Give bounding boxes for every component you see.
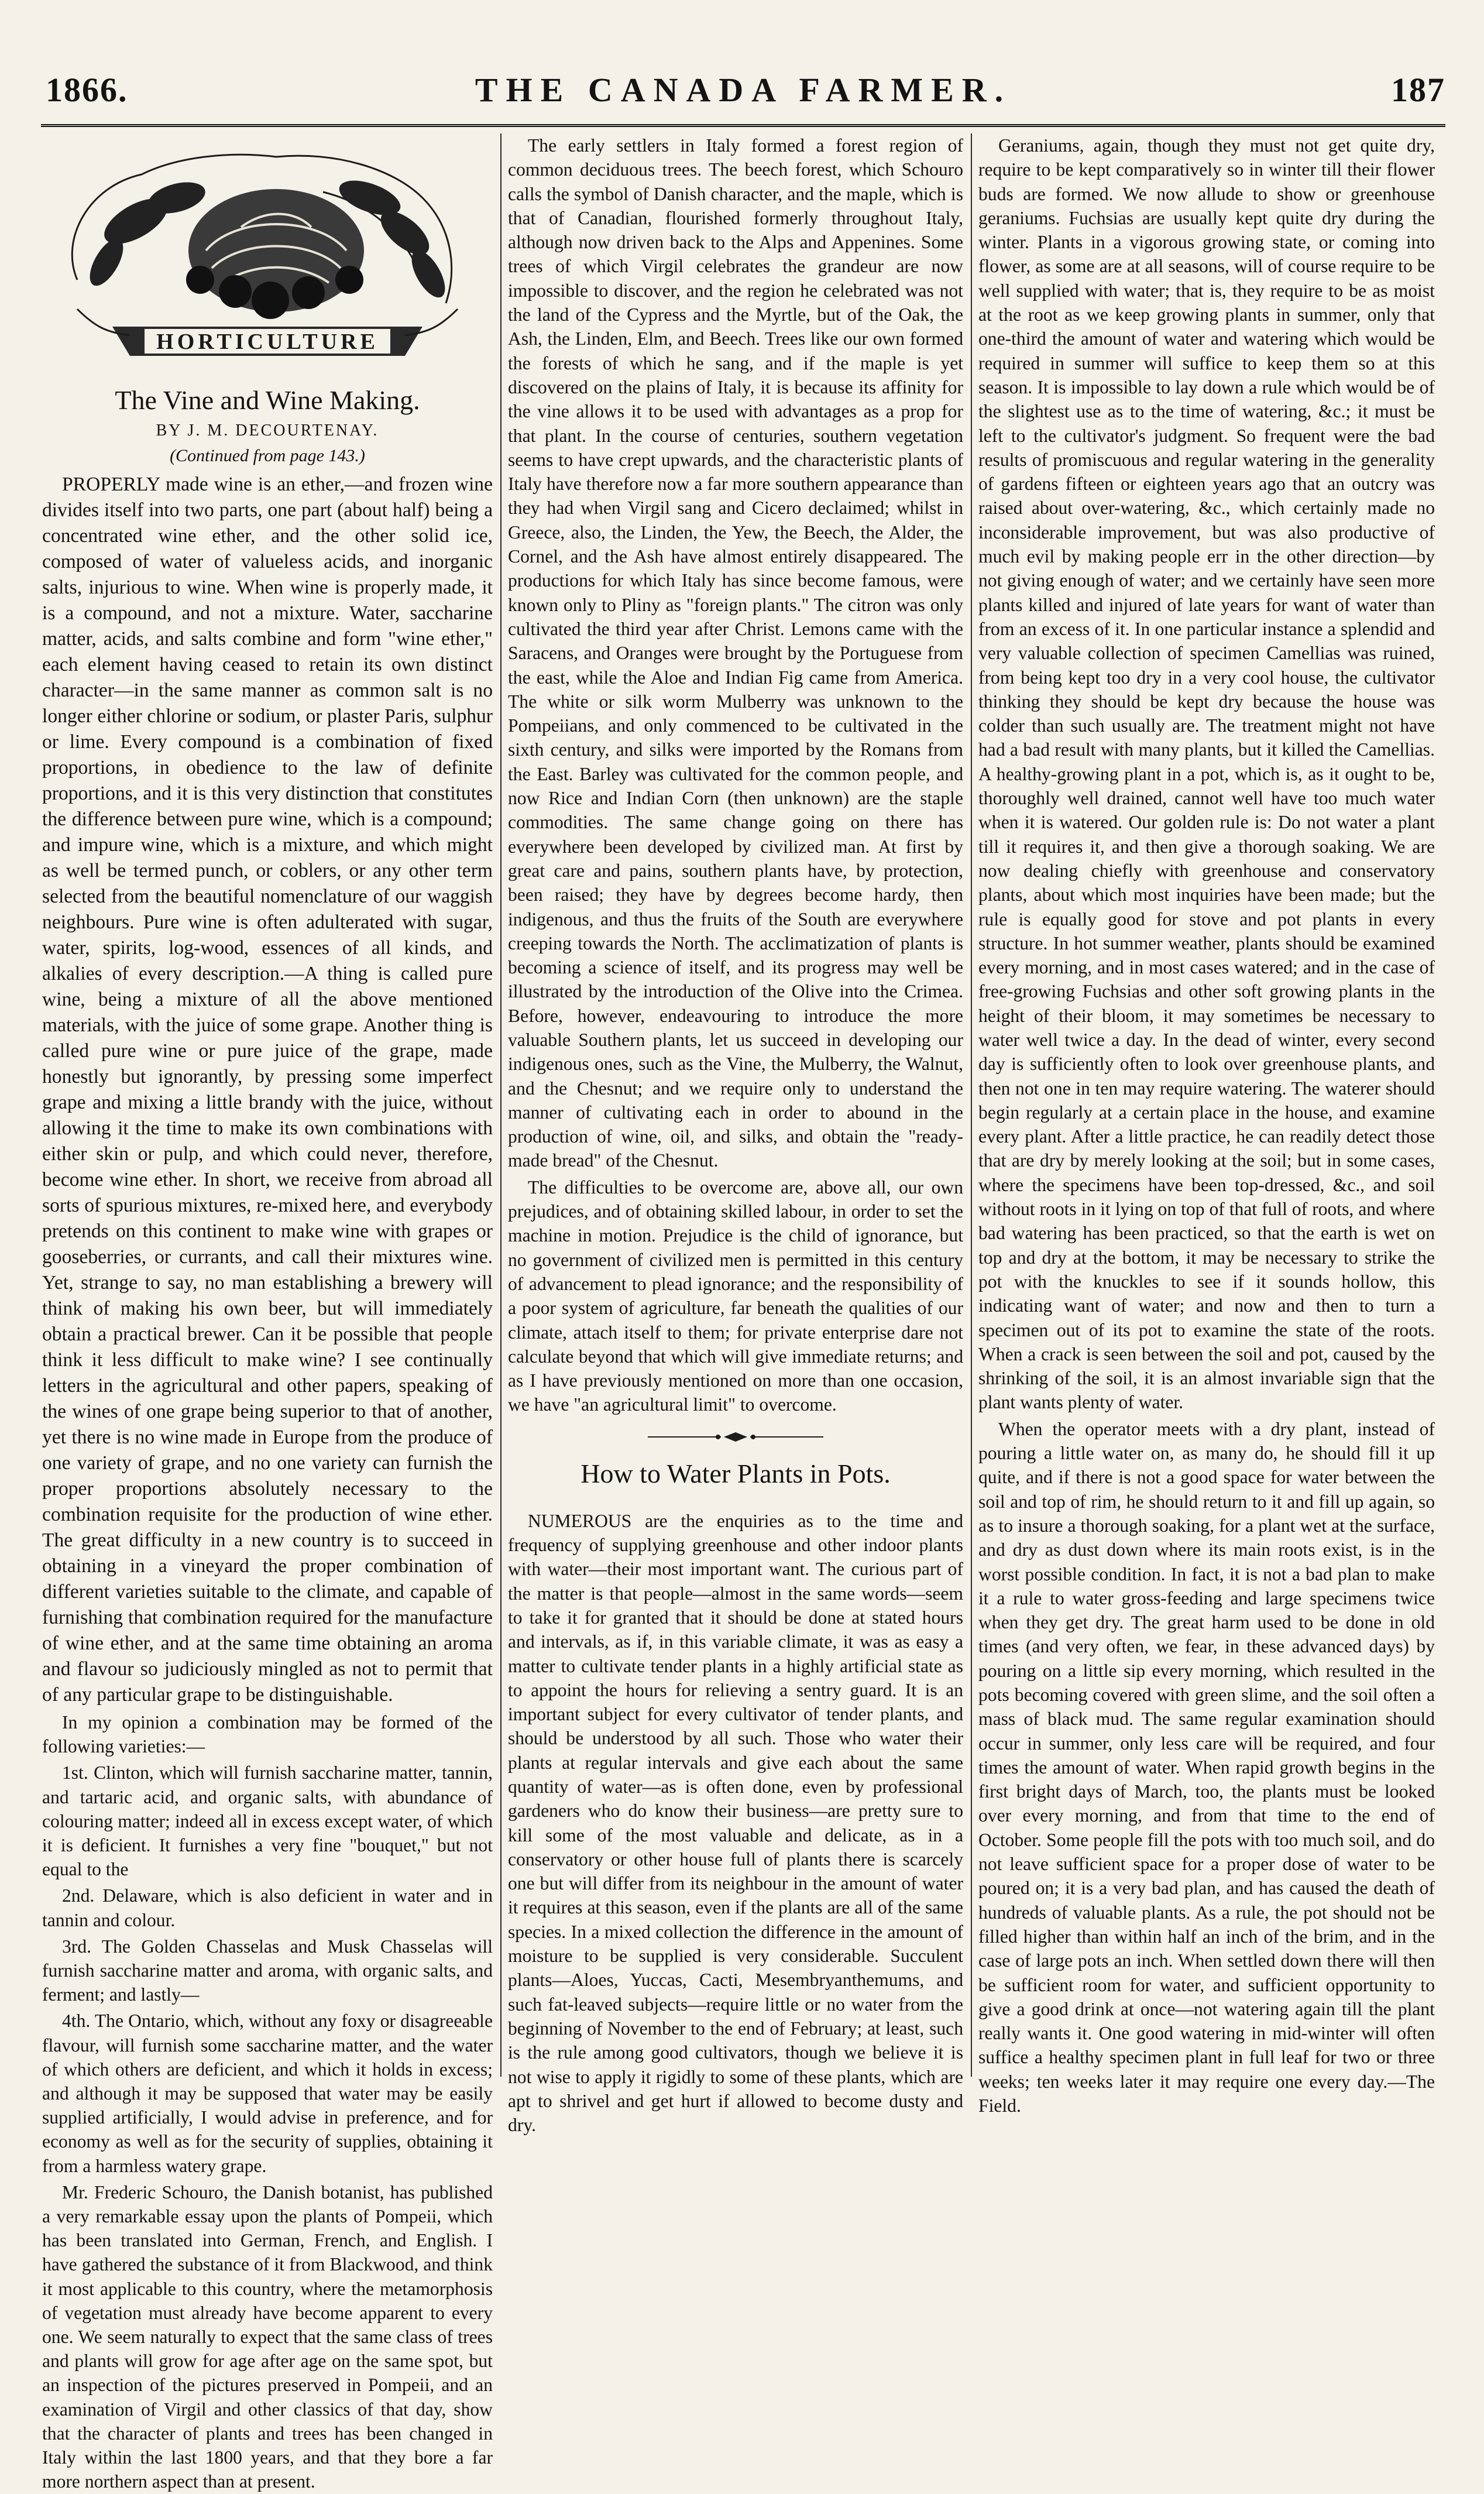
varieties-list — [42, 1710, 493, 2494]
article-paragraph: In my opinion a combination may be formed of the following varieties:— — [42, 1712, 493, 1757]
article-paragraph: PROPERLY made wine is an ether,—and frozen wine divides itself into two parts, one part (about half) being a concentrated wine ether, and the other solid ice, composed of water of valueless acids, and inorganic salts, injurious to wine. When wine is properly made, it is a compound, and not a mixture. Water, saccharine matter, acids, and salts combine and form "wine ether," each element having ceased to retain its own distinct character—in the same manner as common salt is no longer either chlorine or sodium, or plaster Paris, sulphur or lime. Every compound is a combination of fixed proportions, in obedience to the law of definite proportions, and it is this very distinction that constitutes the difference between pure wine, which is a compound; and impure wine, which is a mixture, and which might as well be termed punch, or coblers, or any other term selected from the beautiful nomenclature of our waggish neighbours. Pure wine is often adulterated with sugar, water, spirits, log-wood, essences of all kinds, and alkalies of every description.—A thing is called pure wine, being a mixture of all the above mentioned materials, with the juice of some grape. Another thing is called pure wine or pure juice of the grape, made honestly but ignorantly, by pressing some imperfect grape and mixing a little brandy with the juice, without allowing it the time to make its own combinations with either skin or pulp, and which could never, therefore, become wine ether. In short, we receive from abroad all sorts of spurious mixtures, re-mixed here, and everybody pretends on this continent to make wine with grapes or gooseberries, or currants, and call their mixtures wine. Yet, strange to say, no man establishing a brewery will think of making his own beer, but will immediately obtain a practical brewer. Can it be possible that people think it less difficult to make wine? I see continually letters in the agricultural and other papers, speaking of the wines of one grape being superior to that of another, yet there is no wine made in Europe from the produce of one variety of grape, and no one variety can furnish the proper proportions absolutely necessary to the combination requisite for the production of wine ether. The great difficulty in a new country is to succeed in obtaining in a vineyard the proper combination of different varieties suitable to the climate, and capable of furnishing that combination required for the manufacture of wine ether, and at the same time obtaining an aroma and flavour so judiciously mingled as not to permit that of any particular grape to be distinguishable. — [42, 474, 493, 1706]
list-item: 2nd. Delaware, which is also deficient in water and in tannin and colour. — [42, 1885, 493, 1930]
column-2 — [508, 133, 963, 2136]
column-3 — [978, 133, 1435, 2116]
column-rule-right — [971, 133, 972, 2077]
article-paragraph: NUMEROUS are the enquiries as to the time and frequency of supplying greenhouse and other indoor plants with water—their most important want. The curious part of the matter is that people—almost in the same words—seem to take it for granted that it should be done at stated hours and intervals, as if, in this variable climate, it was as easy a matter to cultivate tender plants in a highly artificial state as to appoint the hours for relieving a sentry guard. It is an important subject for every cultivator of tender plants, and should be understood by all such. Those who water their plants at regular intervals and give each about the same quantity of water—as is often done, even by professional gardeners who do know their business—are pretty sure to kill some of the most valuable and delicate, as in a conservatory or other house full of plants there is scarcely one but will differ from its neighbour in the amount of water it requires at this season, even if the plants are all of the same species. In a mixed collection the difference in the amount of moisture to be supplied is very considerable. Succulent plants—Aloes, Yuccas, Cacti, Mesembryanthemums, and such fat-leaved subjects—require little or no water from the beginning of November to the end of February; at least, such is the rule among good cultivators, though we believe it is not wise to apply it rigidly to some of these plants, which are apt to shrivel and get hurt if allowed to become dusty and dry. — [508, 1510, 963, 2136]
article-byline: BY J. M. DECOURTENAY. — [156, 421, 379, 440]
list-item: 1st. Clinton, which will furnish saccharine matter, tannin, and tartaric acid, and organic salts, with abundance of colouring matter; indeed all in excess except water, of which it is deficient. It furnishes a very fine "bouquet," but not equal to the — [42, 1762, 493, 1880]
article-title-vine: The Vine and Wine Making. — [115, 385, 420, 415]
masthead-title: THE CANADA FARMER. — [475, 71, 1012, 109]
horticulture-engraving-icon — [42, 133, 493, 373]
article-paragraph: When the operator meets with a dry plant, instead of pouring a little water on, as many do, he should fill it up quite, and if there is not a good space for water between the soil and top of rim, he should return to it and fill up again, so as to insure a thorough soaking, for a plant wet at the surface, and dry as dust down where its main roots exist, is in the worst possible condition. In fact, it is not a bad plan to make it a rule to water gross-feeding and large specimens twice when they get dry. The great harm used to be done in old times (and very often, we fear, in these advanced days) by pouring on a little sip every morning, which resulted in the pots becoming covered with green slime, and the soil often a mass of black mud. The same regular examination should occur in summer, only less care will be required, and four times the amount of water. When rapid growth begins in the first bright days of March, too, the plants must be looked over every morning, and from that time to the end of October. Some people fill the pots with too much soil, and do not leave sufficient space for a proper dose of water to be poured on; it is a very bad plan, and has caused the death of hundreds of valuable plants. As a rule, the pot should not be filled higher than within half an inch of the brim, and in the case of large pots an inch. When settled down there will then be sufficient room for water, and sufficient opportunity to give a good drink at once—not watering again till the plant really wants it. One good watering in mid-winter will often suffice a healthy specimen plant in full leaf for two or three weeks; ten weeks later it may require one every day.—The Field. — [978, 1418, 1435, 2116]
article-paragraph: Geraniums, again, though they must not get quite dry, require to be kept comparatively so in winter till their flower buds are formed. We now allude to show or greenhouse geraniums. Fuchsias are usually kept quite dry during the winter. Plants in a vigorous growing state, or coming into flower, as some are at all seasons, will of course require to be well supplied with water; that is, they require to be as moist at the root as we keep growing plants in summer, only that one-third the amount of water and watering which would be required in summer will suffice to keep them so at this season. It is impossible to lay down a rule which would be of the slightest use as to the time of watering, &c.; it must be left to the cultivator's judgment. So frequent were the bad results of promiscuous and regular watering in the generality of gardens fifteen or eighteen years ago that an outcry was raised about over-watering, &c., which certainly made no inconsiderable improvement, but was also productive of much evil by making people err in the other direction—by not giving enough of water; and we certainly have seen more plants killed and injured of late years for want of water than from an excess of it. In one particular instance a splendid and very valuable collection of specimen Camellias was ruined, from being kept too dry in a very cool house, the cultivator thinking they should be kept dry because the house was colder than such usually are. The treatment might not have had a bad result with many plants, but it killed the Camellias. A healthy-growing plant in a pot, which is, as it ought to be, thoroughly well drained, cannot well have too much water when it is watered. Our golden rule is: Do not water a plant till it requires it, and then give a thorough soaking. We are now dealing chiefly with greenhouse and conservatory plants, about which most inquiries have been made; but the rule is equally good for stove and pot plants in every structure. In hot summer weather, plants should be examined every morning, and in most cases watered; and in the case of free-growing Fuchsias and other soft growing plants in the height of their bloom, it may sometimes be necessary to water well twice a day. In the dead of winter, every second day is sufficiently often to look over greenhouse plants, and then not one in ten may require watering. The waterer should begin regularly at a certain place in the house, and examine every plant. After a little practice, he can readily detect those that are dry by merely looking at the soil; but in some cases, where the specimens have been top-dressed, &c., and soil without roots in it lying on top of that full of roots, and where bad watering has been practiced, so that the earth is wet on top and dry at the bottom, it may be necessary to strike the pot with the knuckles to see if it sounds hollow, this indicating want of water; and now and then to turn a specimen out of its pot to examine the state of the roots. When a crack is seen between the soil and pot, caused by the shrinking of the soil, it is an almost invariable sign that the plant wants plenty of water. — [978, 135, 1435, 1413]
page-header — [35, 70, 1451, 129]
article-paragraph: The early settlers in Italy formed a forest region of common deciduous trees. The beech forest, which Schouro calls the symbol of Danish character, and the maple, which is that of Canadian, flourished formerly throughout Italy, although now driven back to the Alps and Appenines. Some trees of which Virgil celebrates the grandeur are now impossible to discover, and the region he celebrated was not the land of the Cypress and the Myrtle, but of the Oak, the Ash, the Linden, Elm, and Beech. Trees like our own formed the forests of which he sang, and if the maple is yet discovered on the plains of Italy, it is because its affinity for the vine allows it to be used with advantages as a prop for that plant. In the course of centuries, southern vegetation seems to have crept upwards, and the characteristic plants of Italy have therefore now a far more southern appearance than they had when Virgil sang and Cicero declaimed; whilst in Greece, also, the Linden, the Yew, the Beech, the Alder, the Cornel, and the Ash have almost entirely disappeared. The productions for which Italy has since become famous, were known only to Pliny as "foreign plants." The citron was only cultivated the third year after Christ. Lemons came with the Saracens, and Oranges were brought by the Portuguese from the east, while the Aloe and Indian Fig came from America. The white or silk worm Mulberry was unknown to the Pompeiians, and only commenced to be cultivated in the sixth century, and silks were imported by the Romans from the East. Barley was cultivated for the common people, and now Rice and Indian Corn (then unknown) are the staple commodities. The same change going on there has everywhere been developed by civilized man. At first by great care and pains, southern plants have, by protection, been raised; they have by degrees become hardy, then indigenous, and thus the fruits of the South are everywhere creeping towards the North. The acclimatization of plants is becoming a science of itself, and its progress may well be illustrated by the introduction of the Olive into the Crimea. Before, however, endeavouring to introduce the more valuable Southern plants, let us succeed in developing our indigenous ones, such as the Vine, the Mulberry, the Walnut, and the Chesnut; and we require only to understand the manner of cultivating each in order to abound in the production of wine, oil, and silks, and obtain the "ready-made bread" of the Chesnut. — [508, 135, 963, 1171]
column-1 — [42, 133, 493, 2492]
article-paragraph: The difficulties to be overcome are, above all, our own prejudices, and of obtaining skilled labour, in order to set the machine in motion. Prejudice is the child of ignorance, but no government of civilized men is permitted in this century of advancement to plead ignorance; and the responsibility of a poor system of agriculture, far beneath the qualities of our climate, attach itself to them; for private enterprise dare not calculate beyond that which will give immediate returns; and as I have previously mentioned on more than one occasion, we have "an agricultural limit" to overcome. — [508, 1176, 963, 1415]
issue-year: 1866. — [46, 71, 128, 109]
continued-note: (Continued from page 143.) — [170, 446, 365, 465]
ornament-divider-icon — [648, 1431, 823, 1443]
list-item: 3rd. The Golden Chasselas and Musk Chasselas will furnish saccharine matter and aroma, with organic salts, and ferment; and lastly— — [42, 1936, 493, 2005]
article-title-watering: How to Water Plants in Pots. — [580, 1458, 891, 1488]
page-number: 187 — [1391, 71, 1445, 109]
article-paragraph: Mr. Frederic Schouro, the Danish botanist, has published a very remarkable essay upon the plants of Pompeii, which has been translated into German, French, and English. I have gathered the substance of it from Blackwood, and think it most applicable to this country, where the metamorphosis of vegetation must already have become apparent to every one. We seem naturally to expect that the same class of trees and plants will grow for age after age on the same spot, but an inspection of the pictures preserved in Pompeii, and an examination of Virgil and other classics of that day, show that the character of plants and trees has been changed in Italy within the last 1800 years, and that they bore a far more northern aspect than at present. — [42, 2181, 493, 2492]
horticulture-banner-text: HORTICULTURE — [156, 330, 379, 354]
header-rule — [41, 124, 1445, 127]
horticulture-banner — [42, 133, 493, 373]
list-item: 4th. The Ontario, which, without any foxy or disagreeable flavour, will furnish some saccharine matter, and the water of which others are deficient, and which it holds in excess; and although it may be supposed that water may be easily supplied artificially, I would advise in preference, and for economy as well as for the security of supplies, obtaining it from a harmless watery grape. — [42, 2011, 493, 2176]
article-separator — [508, 1431, 963, 1446]
column-rule-left — [500, 133, 501, 2077]
